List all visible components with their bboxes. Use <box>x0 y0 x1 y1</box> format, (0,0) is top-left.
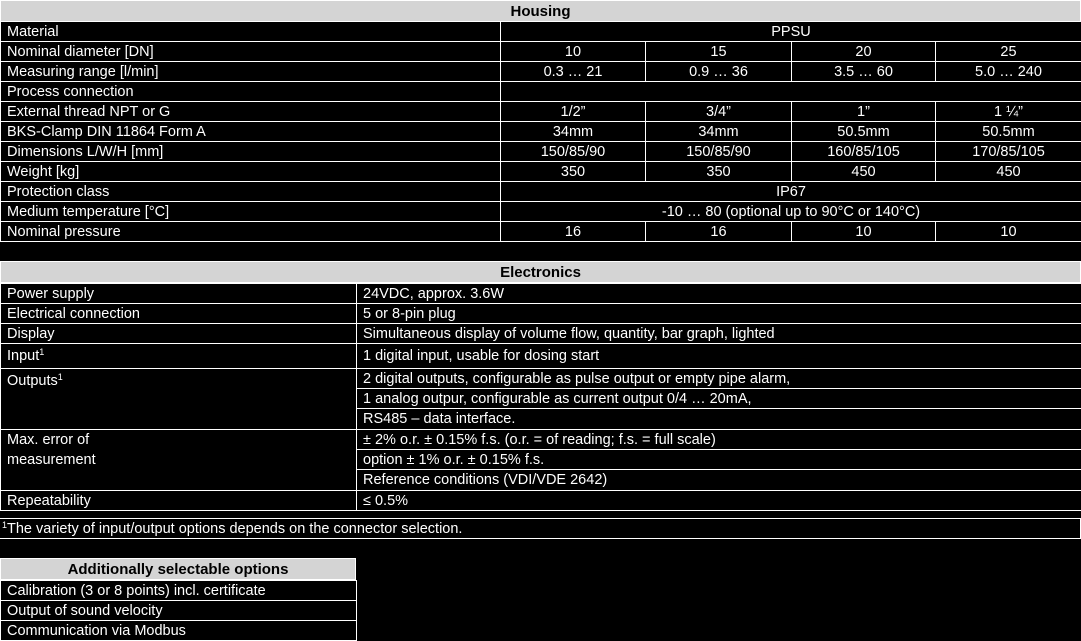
option-label: Communication via Modbus <box>1 621 357 641</box>
row-value: 15 <box>646 42 792 62</box>
input-value: 1 digital input, usable for dosing start <box>357 344 1081 369</box>
row-value: 3/4” <box>646 102 792 122</box>
row-value: 34mm <box>646 122 792 142</box>
error-line: option ± 1% o.r. ± 0.15% f.s. <box>357 450 1081 470</box>
row-value: 1 ¼” <box>936 102 1081 122</box>
row-label: Dimensions L/W/H [mm] <box>1 142 501 162</box>
row-value: 350 <box>501 162 646 182</box>
row-value-span: -10 … 80 (optional up to 90°C or 140°C) <box>501 202 1081 222</box>
row-value-span <box>501 82 1081 102</box>
row-value: 350 <box>646 162 792 182</box>
table-row <box>1 491 1081 511</box>
outputs-line: 1 analog outpur, configurable as current output 0/4 … 20mA, <box>357 389 1081 409</box>
row-label: Measuring range [l/min] <box>1 62 501 82</box>
footnote-text: The variety of input/output options depends on the connector selection. <box>7 521 462 537</box>
error-label-line: Max. error of <box>1 430 356 450</box>
row-value: 150/85/90 <box>501 142 646 162</box>
row-value: 170/85/105 <box>936 142 1081 162</box>
row-value: 10 <box>792 222 936 242</box>
error-line: ± 2% o.r. ± 0.15% f.s. (o.r. = of reading; f.s. = full scale) <box>357 430 1081 450</box>
outputs-values <box>357 369 1081 430</box>
row-label: Process connection <box>1 82 501 102</box>
row-value: 50.5mm <box>936 122 1081 142</box>
housing-header: Housing <box>0 0 1081 22</box>
row-value: 20 <box>792 42 936 62</box>
table-row <box>1 222 1081 242</box>
row-value: 450 <box>936 162 1081 182</box>
table-row <box>1 102 1081 122</box>
power-supply-value: 24VDC, approx. 3.6W <box>357 284 1081 304</box>
table-row <box>1 182 1081 202</box>
electrical-connection-value: 5 or 8-pin plug <box>357 304 1081 324</box>
outputs-line: RS485 – data interface. <box>357 409 1081 429</box>
electronics-table <box>0 283 1081 511</box>
error-values <box>357 430 1081 491</box>
list-item <box>1 621 357 641</box>
row-value: 10 <box>936 222 1081 242</box>
row-value: 160/85/105 <box>792 142 936 162</box>
power-supply-label: Power supply <box>1 284 357 304</box>
table-row <box>1 142 1081 162</box>
row-value: 150/85/90 <box>646 142 792 162</box>
option-label: Calibration (3 or 8 points) incl. certificate <box>1 581 357 601</box>
row-value: 1” <box>792 102 936 122</box>
option-label: Output of sound velocity <box>1 601 357 621</box>
repeatability-label: Repeatability <box>1 491 357 511</box>
display-label: Display <box>1 324 357 344</box>
row-value: 16 <box>501 222 646 242</box>
row-label: External thread NPT or G <box>1 102 501 122</box>
input-label: Input$^1$ <box>1 344 357 369</box>
display-value: Simultaneous display of volume flow, quantity, bar graph, lighted <box>357 324 1081 344</box>
list-item <box>1 601 357 621</box>
row-value: 16 <box>646 222 792 242</box>
error-label-line: measurement <box>1 450 356 470</box>
table-row <box>1 42 1081 62</box>
electrical-connection-label: Electrical connection <box>1 304 357 324</box>
footnote-marker: 1 <box>2 520 7 530</box>
row-value: 3.5 … 60 <box>792 62 936 82</box>
row-label: Nominal diameter [DN] <box>1 42 501 62</box>
table-row <box>1 344 1081 369</box>
row-value: 450 <box>792 162 936 182</box>
electronics-header: Electronics <box>0 261 1081 283</box>
table-row <box>1 122 1081 142</box>
row-value-span: IP67 <box>501 182 1081 202</box>
row-value: 1/2” <box>501 102 646 122</box>
row-label: Nominal pressure <box>1 222 501 242</box>
row-value: 0.3 … 21 <box>501 62 646 82</box>
outputs-line: 2 digital outputs, configurable as pulse output or empty pipe alarm, <box>357 369 1081 389</box>
housing-table <box>0 21 1081 242</box>
error-line: Reference conditions (VDI/VDE 2642) <box>357 470 1081 490</box>
row-label: Weight [kg] <box>1 162 501 182</box>
table-row <box>1 162 1081 182</box>
row-value: 50.5mm <box>792 122 936 142</box>
options-table <box>0 580 357 641</box>
outputs-label: Outputs$^1$ <box>1 369 357 430</box>
table-row <box>1 324 1081 344</box>
options-header: Additionally selectable options <box>0 558 356 580</box>
row-value: 25 <box>936 42 1081 62</box>
table-row <box>1 22 1081 42</box>
row-label: Medium temperature [°C] <box>1 202 501 222</box>
footnote <box>0 518 1081 539</box>
row-value: 0.9 … 36 <box>646 62 792 82</box>
row-value: 10 <box>501 42 646 62</box>
row-label: Material <box>1 22 501 42</box>
table-row <box>1 304 1081 324</box>
table-row <box>1 284 1081 304</box>
table-row <box>1 82 1081 102</box>
table-row <box>1 62 1081 82</box>
list-item <box>1 581 357 601</box>
row-label: Protection class <box>1 182 501 202</box>
row-value: 5.0 … 240 <box>936 62 1081 82</box>
table-row <box>1 202 1081 222</box>
row-value: 34mm <box>501 122 646 142</box>
row-label: BKS-Clamp DIN 11864 Form A <box>1 122 501 142</box>
row-value-span: PPSU <box>501 22 1081 42</box>
table-row <box>1 430 1081 491</box>
table-row <box>1 369 1081 430</box>
repeatability-value: ≤ 0.5% <box>357 491 1081 511</box>
error-label <box>1 430 357 491</box>
